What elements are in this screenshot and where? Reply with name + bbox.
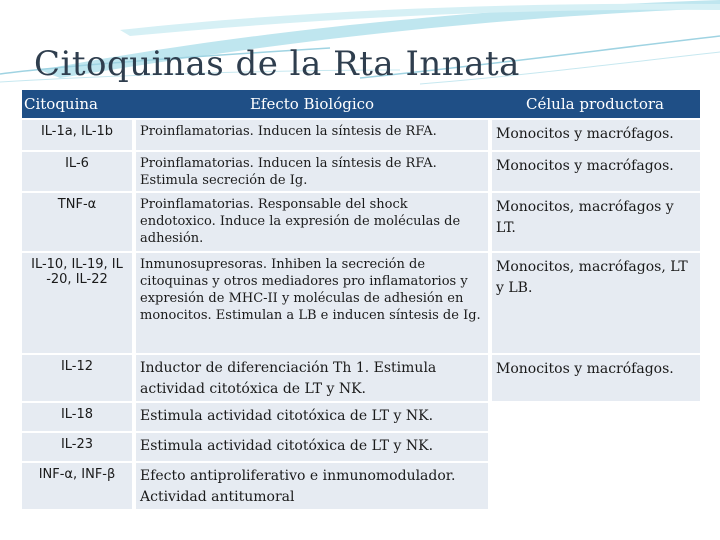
table-header-row	[22, 90, 700, 120]
table-row	[22, 120, 700, 152]
effect-cell: Proinflamatorias. Responsable del shock endotoxico. Induce la expresión de moléculas de adhesión.	[136, 193, 488, 251]
header-effect: Efecto Biológico	[249, 95, 375, 113]
producer-cell: Monocitos y macrófagos.	[492, 355, 700, 401]
table-row	[22, 355, 700, 403]
table-row	[22, 403, 700, 433]
cytokine-cell: IL-1a, IL-1b	[22, 120, 132, 150]
effect-cell: Efecto antiproliferativo e inmunomodulador. Actividad antitumoral	[136, 463, 488, 509]
cytokine-cell: IL-12	[22, 355, 132, 401]
header-producer-cell: Célula productora	[526, 95, 664, 113]
table-row	[22, 152, 700, 193]
producer-cell	[492, 403, 700, 431]
cytokine-cell: IL-23	[22, 433, 132, 461]
producer-cell	[492, 463, 700, 509]
effect-cell: Estimula actividad citotóxica de LT y NK.	[136, 403, 488, 431]
table-row	[22, 193, 700, 253]
producer-cell	[492, 433, 700, 461]
effect-cell: Inductor de diferenciación Th 1. Estimula actividad citotóxica de LT y NK.	[136, 355, 488, 401]
table-row	[22, 253, 700, 355]
effect-cell: Estimula actividad citotóxica de LT y NK.	[136, 433, 488, 461]
cytokine-cell: INF-α, INF-β	[22, 463, 132, 509]
effect-cell: Proinflamatorias. Inducen la síntesis de RFA.	[136, 120, 488, 150]
cytokine-table	[22, 90, 700, 511]
table-row	[22, 463, 700, 511]
producer-cell: Monocitos y macrófagos.	[492, 120, 700, 150]
header-cytokine: Citoquina	[24, 95, 98, 113]
producer-cell: Monocitos, macrófagos y LT.	[492, 193, 700, 251]
page-title: Citoquinas de la Rta Innata	[34, 44, 520, 84]
producer-cell: Monocitos y macrófagos.	[492, 152, 700, 191]
effect-cell: Inmunosupresoras. Inhiben la secreción de citoquinas y otros mediadores pro inflamatorios y expresión de MHC-II y moléculas de adhesión en monocitos. Estimulan a LB e inducen síntesis de Ig.	[136, 253, 488, 353]
table-row	[22, 433, 700, 463]
cytokine-cell: TNF-α	[22, 193, 132, 251]
cytokine-cell: IL-10, IL-19, IL -20, IL-22	[22, 253, 132, 353]
effect-cell: Proinflamatorias. Inducen la síntesis de RFA. Estimula secreción de Ig.	[136, 152, 488, 191]
cytokine-cell: IL-18	[22, 403, 132, 431]
cytokine-cell: IL-6	[22, 152, 132, 191]
producer-cell: Monocitos, macrófagos, LT y LB.	[492, 253, 700, 353]
